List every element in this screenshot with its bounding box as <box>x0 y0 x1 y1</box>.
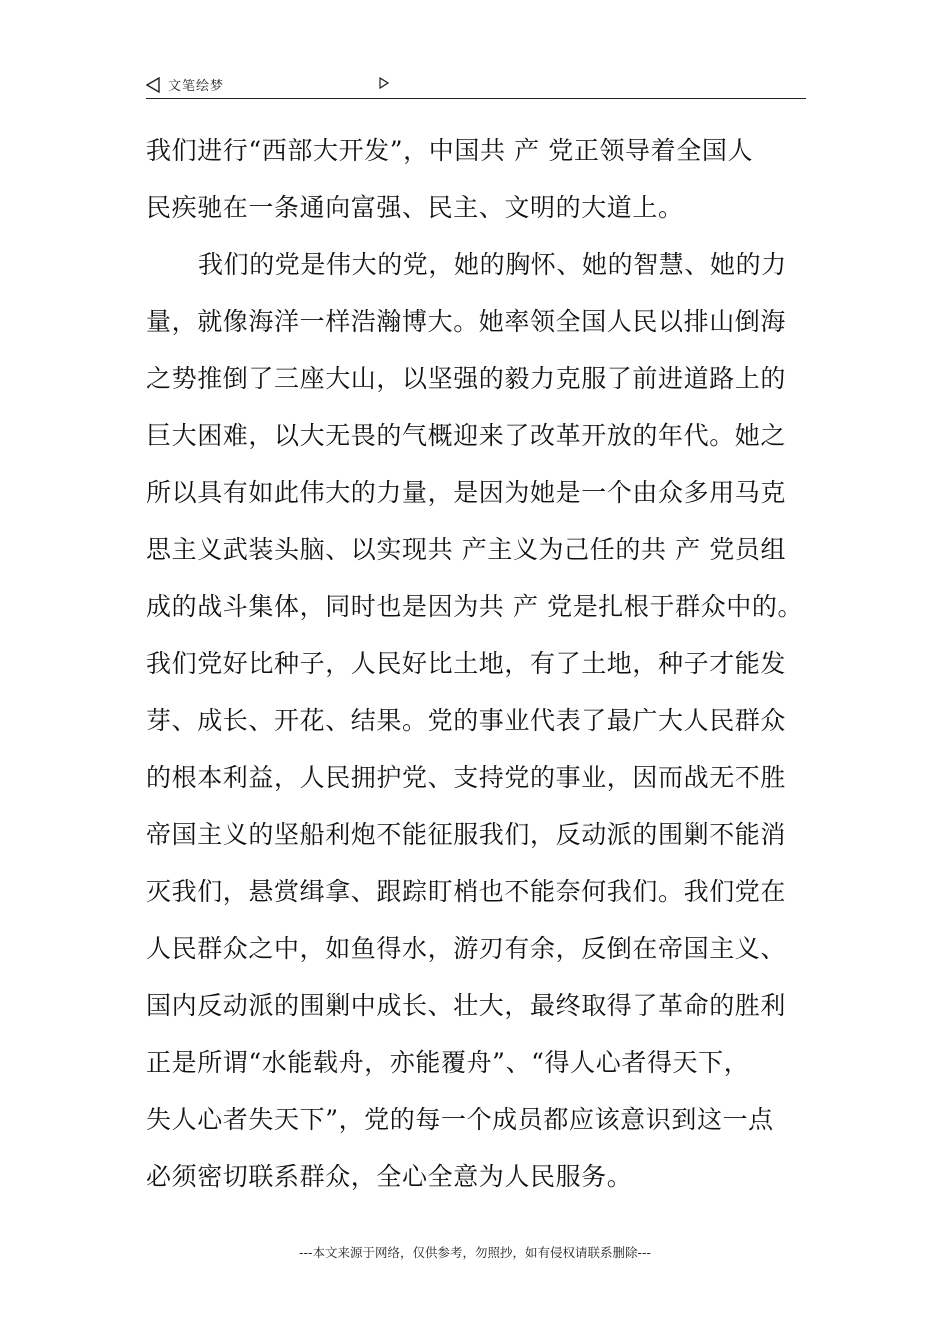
text-line: 成的战斗集体，同时也是因为共 产 党是扎根于群众中的。 <box>146 592 804 621</box>
text-line: 芽、成长、开花、结果。党的事业代表了最广大人民群众 <box>146 706 787 735</box>
text-line: 人民群众之中，如鱼得水，游刃有余，反倒在帝国主义、 <box>146 934 787 963</box>
text-line: 灭我们，悬赏缉拿、跟踪盯梢也不能奈何我们。我们党在 <box>146 877 787 906</box>
text-line: 所以具有如此伟大的力量，是因为她是一个由众多用马克 <box>146 478 787 507</box>
text-line: 之势推倒了三座大山，以坚强的毅力克服了前进道路上的 <box>146 364 787 393</box>
text-line: 失人心者失天下”，党的每一个成员都应该意识到这一点 <box>146 1105 774 1134</box>
text-line: 民疾驰在一条通向富强、民主、文明的大道上。 <box>146 193 684 222</box>
footer-notice: ---本文来源于网络，仅供参考，勿照抄，如有侵权请联系删除--- <box>298 1245 652 1260</box>
triangle-right-icon <box>379 77 389 89</box>
triangle-left-icon <box>146 77 160 93</box>
text-line: 帝国主义的坚船利炮不能征服我们，反动派的围剿不能消 <box>146 820 787 849</box>
document-body <box>146 122 812 1205</box>
text-line: 正是所谓“水能载舟，亦能覆舟”、“得人心者得天下， <box>146 1048 750 1077</box>
text-line: 量，就像海洋一样浩瀚博大。她率领全国人民以排山倒海 <box>146 307 787 336</box>
header-brand: 文笔绘梦 <box>168 79 225 94</box>
text-line: 思主义武装头脑、以实现共 产主义为己任的共 产 党员组 <box>146 535 787 564</box>
paragraph-first-line: 我们的党是伟大的党，她的胸怀、她的智慧、她的力 <box>198 250 787 279</box>
text-line: 必须密切联系群众，全心全意为人民服务。 <box>146 1162 633 1191</box>
text-line: 我们党好比种子，人民好比土地，有了土地，种子才能发 <box>146 649 787 678</box>
page-header <box>146 72 806 99</box>
text-line: 我们进行“西部大开发”，中国共 产 党正领导着全国人 <box>146 136 754 165</box>
text-line: 的根本利益，人民拥护党、支持党的事业，因而战无不胜 <box>146 763 787 792</box>
text-line: 国内反动派的围剿中成长、壮大，最终取得了革命的胜利 <box>146 991 787 1020</box>
text-line: 巨大困难，以大无畏的气概迎来了改革开放的年代。她之 <box>146 421 787 450</box>
